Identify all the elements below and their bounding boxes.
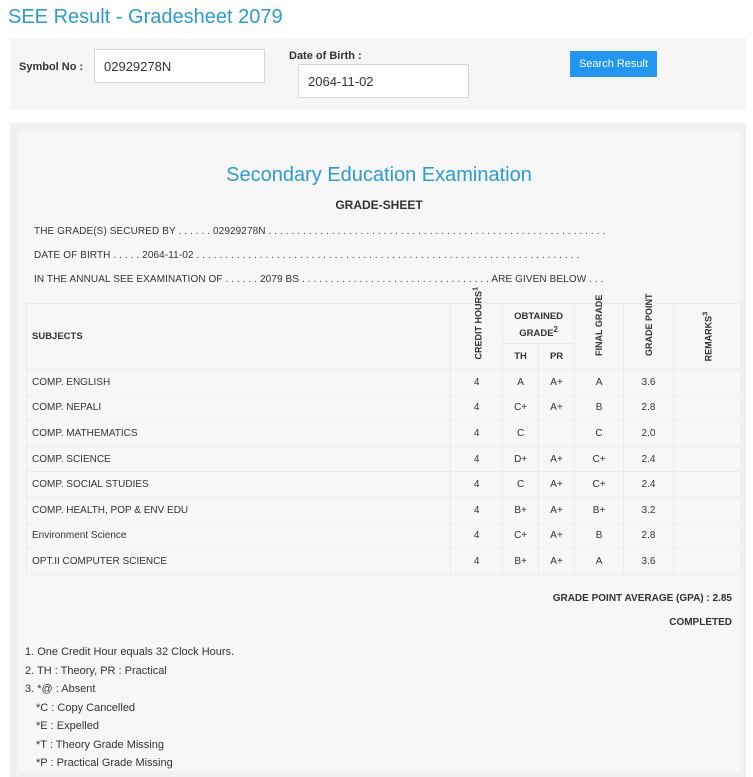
exam-line: IN THE ANNUAL SEE EXAMINATION OF . . . . . . 2079 BS . . . . . . . . . . . . . . . . . . . . . . . . . . . . . . . . . ARE GIVEN BELOW . . . xyxy=(34,274,604,285)
remarks-cell xyxy=(673,421,740,447)
credit-cell: 4 xyxy=(451,523,503,549)
footnote: 3. *@ : Absent xyxy=(25,683,96,695)
search-panel xyxy=(10,39,746,109)
remarks-cell xyxy=(673,472,740,498)
final-grade-cell: B xyxy=(575,395,624,421)
table-row xyxy=(27,472,741,498)
remarks-cell xyxy=(673,446,740,472)
credit-cell: 4 xyxy=(451,446,503,472)
grade-point-header: GRADE POINT xyxy=(624,304,674,370)
th-grade-cell: C xyxy=(503,421,539,447)
grade-point-cell: 2.4 xyxy=(624,472,674,498)
credit-cell: 4 xyxy=(451,549,503,575)
grade-sheet-container xyxy=(10,123,746,777)
footnote: 1. One Credit Hour equals 32 Clock Hours. xyxy=(25,646,235,658)
subject-cell: COMP. SOCIAL STUDIES xyxy=(27,472,451,498)
grade-point-cell: 2.8 xyxy=(624,395,674,421)
pr-grade-cell: A+ xyxy=(539,472,575,498)
footnote: *T : Theory Grade Missing xyxy=(36,738,164,751)
pr-header: PR xyxy=(539,344,575,370)
dob-line: DATE OF BIRTH . . . . . 2064-11-02 . . . . . . . . . . . . . . . . . . . . . . . . . . . . . . . . . . . . . . . . . . . . . . . . . . . . . . . . . . . . . . . . . . . xyxy=(34,250,580,261)
remarks-cell xyxy=(673,523,740,549)
remarks-cell xyxy=(673,549,740,575)
pr-grade-cell xyxy=(539,421,575,447)
final-grade-cell: B xyxy=(575,523,624,549)
credit-cell: 4 xyxy=(451,472,503,498)
symbol-input[interactable]: 02929278N xyxy=(94,49,265,83)
grade-point-cell: 2.4 xyxy=(624,446,674,472)
footnote: 2. TH : Theory, PR : Practical xyxy=(25,664,167,677)
gpa-value: GRADE POINT AVERAGE (GPA) : 2.85 xyxy=(552,593,732,604)
th-grade-cell: C+ xyxy=(503,395,539,421)
final-grade-cell: A xyxy=(575,549,624,575)
credit-hours-header: CREDIT HOURS$^1$ xyxy=(451,304,503,370)
secured-by-line: THE GRADE(S) SECURED BY . . . . . . 02929278N . . . . . . . . . . . . . . . . . . . . . . . . . . . . . . . . . . . . . . . . . . . . . . . . . . . . . . . . . . . xyxy=(34,226,606,237)
subject-cell: COMP. MATHEMATICS xyxy=(27,421,451,447)
subjects-header: SUBJECTS xyxy=(27,304,451,370)
final-grade-cell: C+ xyxy=(575,446,624,472)
obtained-grade-header: OBTAINED GRADE$^2$ xyxy=(503,304,575,344)
table-row xyxy=(27,549,741,575)
grades-table xyxy=(26,286,741,575)
footnote: *E : Expelled xyxy=(36,720,99,732)
th-grade-cell: C xyxy=(503,472,539,498)
dob-input[interactable]: 2064-11-02 xyxy=(298,64,469,98)
dob-label: Date of Birth : xyxy=(289,50,362,62)
table-row xyxy=(27,497,741,523)
remarks-header: REMARKS$^3$ xyxy=(673,304,740,370)
final-grade-cell: C xyxy=(575,421,624,447)
page-title: SEE Result - Gradesheet 2079 xyxy=(8,6,283,28)
th-grade-cell: B+ xyxy=(503,549,539,575)
final-grade-cell: A xyxy=(575,370,624,396)
footnote: *C : Copy Cancelled xyxy=(36,701,136,714)
credit-cell: 4 xyxy=(451,421,503,447)
table-row xyxy=(27,523,741,549)
subject-cell: COMP. NEPALI xyxy=(27,395,451,421)
symbol-label: Symbol No : xyxy=(19,61,84,73)
credit-cell: 4 xyxy=(451,497,503,523)
pr-grade-cell: A+ xyxy=(539,523,575,549)
pr-grade-cell: A+ xyxy=(539,446,575,472)
grade-sheet-title: GRADE-SHEET xyxy=(335,198,423,212)
table-row xyxy=(27,370,741,396)
subject-cell: OPT.II COMPUTER SCIENCE xyxy=(27,549,451,575)
credit-cell: 4 xyxy=(451,370,503,396)
grade-point-cell: 3.6 xyxy=(624,370,674,396)
subject-cell: COMP. ENGLISH xyxy=(27,370,451,396)
footnotes xyxy=(25,643,234,773)
subject-cell: COMP. SCIENCE xyxy=(27,446,451,472)
th-grade-cell: B+ xyxy=(503,497,539,523)
table-row xyxy=(27,446,741,472)
credit-cell: 4 xyxy=(451,395,503,421)
status-text: COMPLETED xyxy=(669,617,732,628)
final-grade-header: FINAL GRADE xyxy=(575,304,624,370)
grade-sheet xyxy=(18,131,740,771)
subject-cell: Environment Science xyxy=(27,523,451,549)
table-row xyxy=(27,395,741,421)
th-grade-cell: D+ xyxy=(503,446,539,472)
final-grade-cell: B+ xyxy=(575,497,624,523)
pr-grade-cell: A+ xyxy=(539,395,575,421)
grade-point-cell: 2.0 xyxy=(624,421,674,447)
th-grade-cell: A xyxy=(503,370,539,396)
grade-point-cell: 3.2 xyxy=(624,497,674,523)
final-grade-cell: C+ xyxy=(575,472,624,498)
th-header: TH xyxy=(503,344,539,370)
exam-title: Secondary Education Examination xyxy=(226,164,532,186)
pr-grade-cell: A+ xyxy=(539,497,575,523)
grade-point-cell: 2.8 xyxy=(624,523,674,549)
pr-grade-cell: A+ xyxy=(539,549,575,575)
th-grade-cell: C+ xyxy=(503,523,539,549)
remarks-cell xyxy=(673,370,740,396)
search-result-button[interactable]: Search Result xyxy=(570,51,657,77)
remarks-cell xyxy=(673,497,740,523)
subject-cell: COMP. HEALTH, POP & ENV EDU xyxy=(27,497,451,523)
table-row xyxy=(27,421,741,447)
footnote: *P : Practical Grade Missing xyxy=(36,757,173,769)
pr-grade-cell: A+ xyxy=(539,370,575,396)
remarks-cell xyxy=(673,395,740,421)
grade-point-cell: 3.6 xyxy=(624,549,674,575)
